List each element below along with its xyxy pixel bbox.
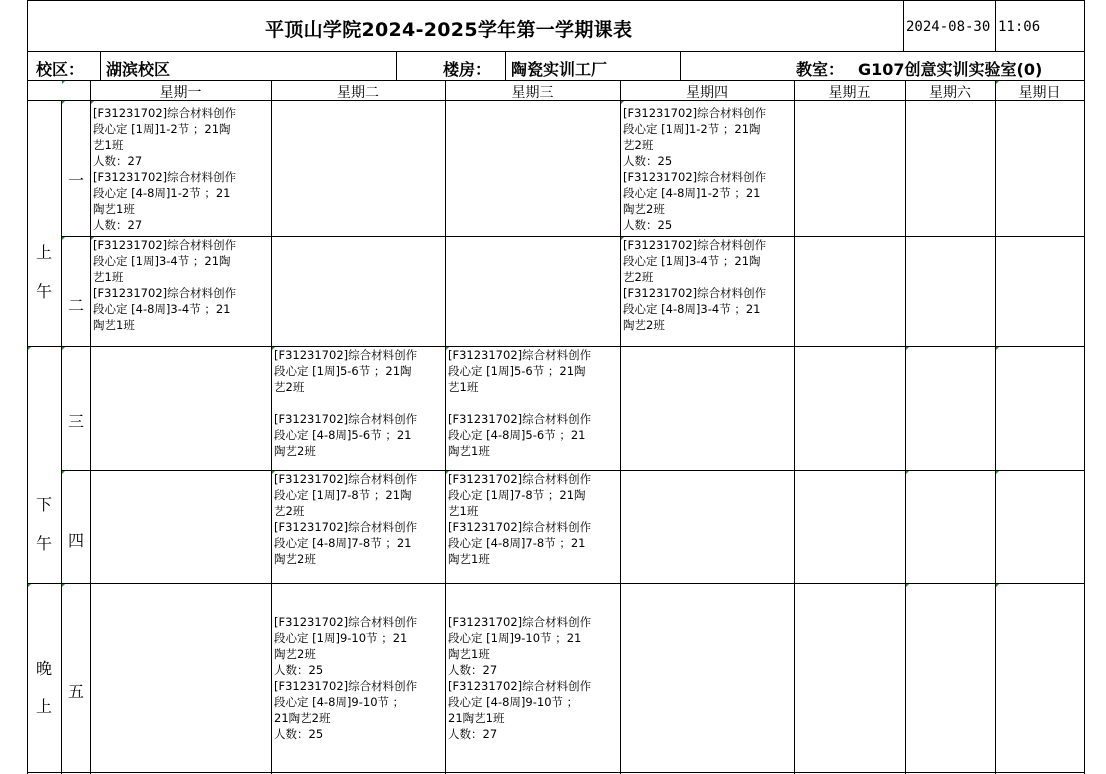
comment-marker	[446, 347, 449, 350]
comment-marker	[996, 471, 999, 474]
print-date: 2024-08-30	[906, 19, 991, 35]
grid-line	[396, 51, 397, 80]
comment-marker	[91, 101, 94, 104]
course-cell: [F31231702]综合材料创作 段心定 [1周]7-8节 ；21陶 艺2班 [F31231702]综合材料创作 段心定 [4-8周]7-8节 ；21 陶艺2班	[274, 472, 418, 566]
comment-marker	[621, 237, 624, 240]
session-label-morning: 上	[35, 243, 52, 262]
grid-line	[27, 0, 1085, 1]
session-label-evening: 上	[35, 697, 52, 716]
weekday-header: 星期日	[1018, 85, 1061, 101]
weekday-header: 星期六	[929, 85, 971, 101]
comment-marker	[996, 584, 999, 587]
comment-marker	[62, 81, 65, 84]
course-cell: [F31231702]综合材料创作 段心定 [1周]9-10节 ；21 陶艺1班 人数：27 [F31231702]综合材料创作 段心定 [4-8周]9-10节 ； 21陶艺1班 人数：27	[448, 615, 592, 741]
weekday-header: 星期四	[686, 85, 728, 101]
building-label: 楼房：	[443, 60, 492, 79]
comment-marker	[62, 347, 65, 350]
comment-marker	[91, 237, 94, 240]
grid-line	[27, 80, 1085, 81]
comment-marker	[28, 584, 31, 587]
grid-line	[27, 51, 1085, 52]
session-label-afternoon: 午	[35, 534, 52, 553]
grid-line	[27, 0, 28, 774]
print-time: 11:06	[998, 19, 1041, 35]
grid-line	[271, 80, 272, 774]
comment-marker	[272, 347, 275, 350]
grid-line	[995, 80, 996, 774]
comment-marker	[28, 347, 31, 350]
room-label: 教室：	[796, 60, 845, 79]
comment-marker	[906, 471, 909, 474]
comment-marker	[446, 471, 449, 474]
grid-line	[27, 583, 1085, 584]
session-label-evening: 晚	[35, 659, 52, 678]
period-number: 一	[67, 171, 84, 190]
session-label-morning: 午	[35, 282, 52, 301]
comment-marker	[996, 347, 999, 350]
grid-line	[27, 772, 1085, 773]
comment-marker	[62, 101, 65, 104]
grid-line	[505, 51, 506, 80]
grid-line	[445, 80, 446, 774]
grid-line	[995, 0, 996, 51]
comment-marker	[62, 237, 65, 240]
comment-marker	[62, 471, 65, 474]
comment-marker	[906, 347, 909, 350]
grid-line	[903, 0, 904, 51]
campus-label: 校区：	[36, 60, 85, 79]
weekday-header: 星期二	[337, 85, 379, 101]
period-number: 四	[67, 531, 84, 550]
grid-line	[680, 51, 681, 80]
grid-line	[794, 80, 795, 774]
course-cell: [F31231702]综合材料创作 段心定 [1周]1-2节 ；21陶 艺1班 人数：27 [F31231702]综合材料创作 段心定 [4-8周]1-2节 ；21 陶艺1班 人数：27	[93, 106, 237, 232]
campus-value: 湖滨校区	[106, 60, 171, 79]
comment-marker	[906, 584, 909, 587]
comment-marker	[272, 471, 275, 474]
page-title: 平顶山学院2024-2025学年第一学期课表	[265, 19, 633, 41]
grid-line	[1084, 0, 1085, 774]
course-cell: [F31231702]综合材料创作 段心定 [1周]1-2节 ；21陶 艺2班 人数：25 [F31231702]综合材料创作 段心定 [4-8周]1-2节 ；21 陶艺2班 人数：25	[623, 106, 767, 232]
room-value: G107创意实训实验室(0)	[858, 60, 1043, 79]
period-number: 五	[67, 682, 84, 701]
grid-line	[620, 80, 621, 774]
course-cell: [F31231702]综合材料创作 段心定 [1周]5-6节 ；21陶 艺1班 [F31231702]综合材料创作 段心定 [4-8周]5-6节 ；21 陶艺1班	[448, 348, 592, 458]
comment-marker	[996, 81, 999, 84]
building-value: 陶瓷实训工厂	[511, 60, 608, 79]
period-number: 三	[67, 412, 84, 431]
course-cell: [F31231702]综合材料创作 段心定 [1周]7-8节 ；21陶 艺1班 [F31231702]综合材料创作 段心定 [4-8周]7-8节 ；21 陶艺1班	[448, 472, 592, 566]
weekday-header: 星期一	[159, 85, 202, 101]
weekday-header: 星期三	[511, 85, 554, 101]
comment-marker	[62, 584, 65, 587]
grid-line	[90, 80, 91, 774]
course-cell: [F31231702]综合材料创作 段心定 [1周]5-6节 ；21陶 艺2班 [F31231702]综合材料创作 段心定 [4-8周]5-6节 ；21 陶艺2班	[274, 348, 418, 458]
course-cell: [F31231702]综合材料创作 段心定 [1周]3-4节 ；21陶 艺1班 [F31231702]综合材料创作 段心定 [4-8周]3-4节 ；21 陶艺1班	[93, 238, 237, 332]
comment-marker	[621, 101, 624, 104]
grid-line	[61, 100, 62, 774]
weekday-header: 星期五	[828, 85, 871, 101]
grid-line	[100, 51, 101, 80]
grid-line	[905, 80, 906, 774]
period-number: 二	[67, 296, 84, 315]
course-cell: [F31231702]综合材料创作 段心定 [1周]9-10节 ；21 陶艺2班 人数：25 [F31231702]综合材料创作 段心定 [4-8周]9-10节 ； 21陶艺2班 人数：25	[274, 615, 418, 741]
course-cell: [F31231702]综合材料创作 段心定 [1周]3-4节 ；21陶 艺2班 [F31231702]综合材料创作 段心定 [4-8周]3-4节 ；21 陶艺2班	[623, 238, 767, 332]
session-label-afternoon: 下	[35, 495, 52, 514]
